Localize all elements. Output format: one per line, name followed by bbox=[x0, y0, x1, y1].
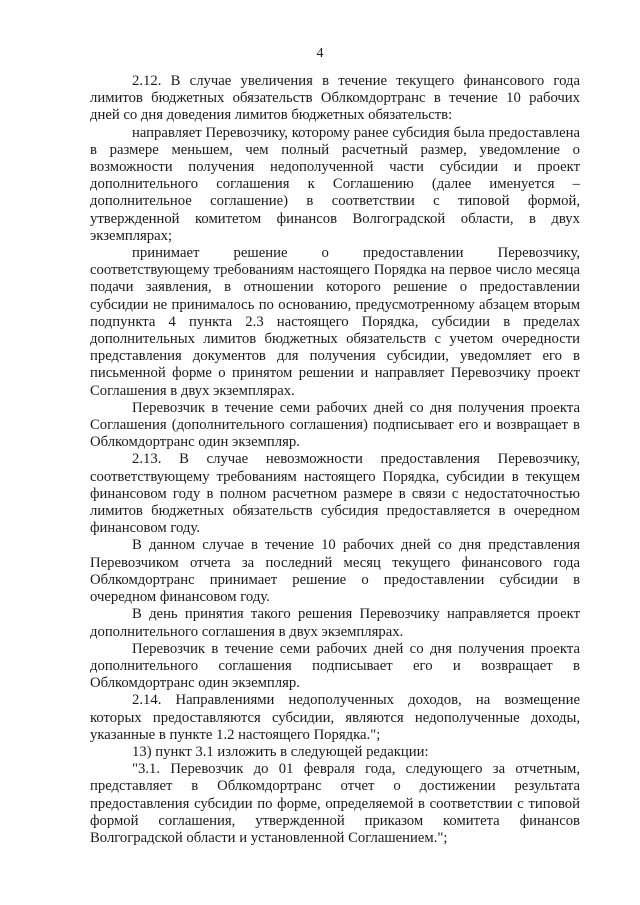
paragraph-send-draft: В день принятия такого решения Перевозчику направляется проект дополнительного соглашения в двух экземплярах. bbox=[90, 606, 580, 640]
paragraph-carrier-signs-supplement: Перевозчик в течение семи рабочих дней со дня получения проекта дополнительного соглашения подписывает его и возвращает в Облкомдортранс один экземпляр. bbox=[90, 640, 580, 692]
paragraph-2-14: 2.14. Направлениями недополученных доходов, на возмещение которых предоставляются субсидии, являются недополученные доходы, указанные в пункте 1.2 настоящего Порядка."; bbox=[90, 692, 580, 743]
paragraph-2-13: 2.13. В случае невозможности предоставления Перевозчику, соответствующему требованиям настоящего Порядка, субсидии в текущем финансовом году в полном расчетном размере в связи с недостаточностью лимитов бюджетных обязательств субсидия предоставляется в очередном финансовом году. bbox=[90, 451, 580, 537]
paragraph-carrier-signs-agreement: Перевозчик в течение семи рабочих дней со дня получения проекта Соглашения (дополнительного соглашения) подписывает его и возвращает в Облкомдортранс один экземпляр. bbox=[90, 399, 580, 451]
page-number: 4 bbox=[316, 46, 324, 61]
paragraph-3-1: "3.1. Перевозчик до 01 февраля года, следующего за отчетным, представляет в Облкомдортранс отчет о достижении результата предоставления субсидии по форме, определяемой в соответствии с типовой формой соглашения, утвержденной приказом комитета финансов Волгоградской области и установленной Соглашением."; bbox=[90, 761, 580, 846]
document-body bbox=[90, 73, 580, 847]
paragraph-next-year-decision: В данном случае в течение 10 рабочих дней со дня представления Перевозчиком отчета за последний месяц текущего финансового года Облкомдортранс принимает решение о предоставлении субсидии в очередном финансовом году. bbox=[90, 537, 580, 606]
paragraph-makes-decision: принимает решение о предоставлении Перевозчику, соответствующему требованиям настоящего Порядка на первое число месяца подачи заявления, в отношении которого решение о предоставлении субсидии не принималось по основанию, предусмотренному абзацем вторым подпункта 4 пункта 2.3 настоящего Порядка, субсидии в пределах дополнительных лимитов бюджетных обязательств с учетом очередности представления документов для получения субсидии, уведомляет его в письменной форме о принятом решении и направляет Перевозчику проект Соглашения в двух экземплярах. bbox=[90, 245, 580, 399]
paragraph-2-12: 2.12. В случае увеличения в течение текущего финансового года лимитов бюджетных обязательств Облкомдортранс в течение 10 рабочих дней со дня доведения лимитов бюджетных обязательств: bbox=[90, 73, 580, 124]
paragraph-sends-notice: направляет Перевозчику, которому ранее субсидия была предоставлена в размере меньшем, чем полный расчетный размер, уведомление о возможности получения недополученной части субсидии и проект дополнительного соглашения к Соглашению (далее именуется – дополнительное соглашение) в соответствии с типовой формой, утвержденной комитетом финансов Волгоградской области, в двух экземплярах; bbox=[90, 124, 580, 244]
paragraph-item-13: 13) пункт 3.1 изложить в следующей редакции: bbox=[132, 743, 429, 760]
